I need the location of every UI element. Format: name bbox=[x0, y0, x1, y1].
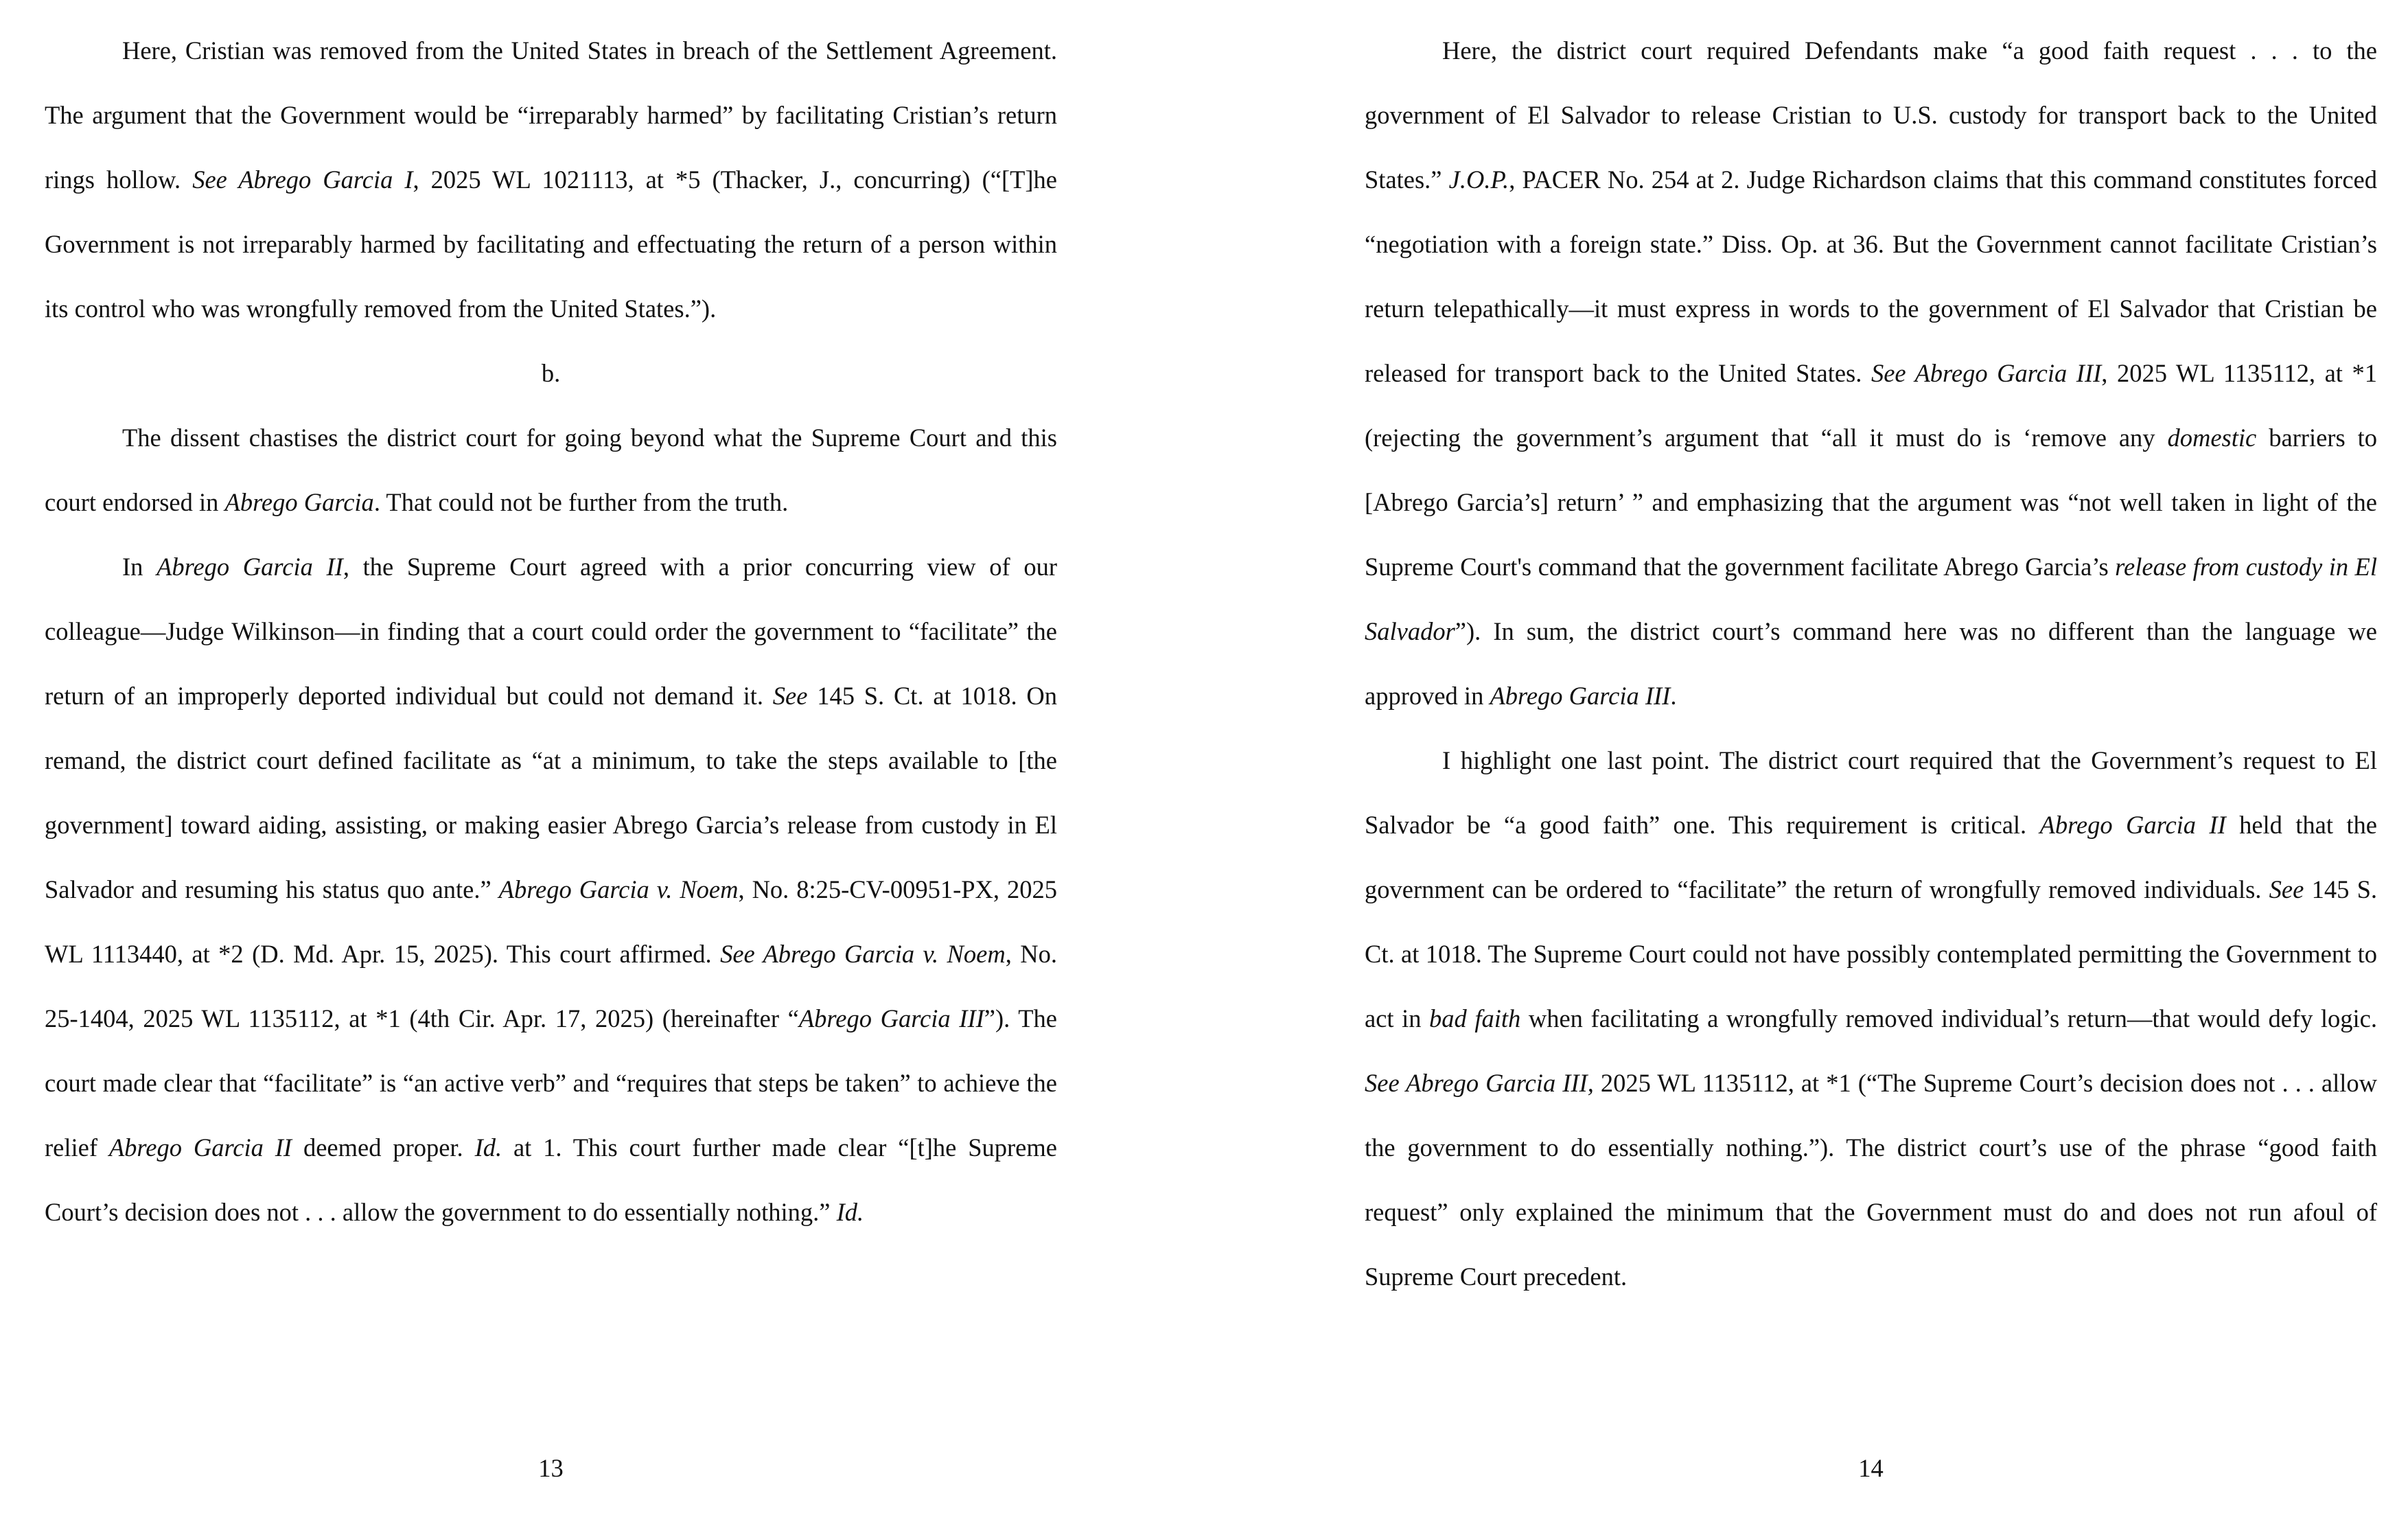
page-number: 13 bbox=[538, 1454, 564, 1482]
citation-italic: See Abrego Garcia III bbox=[1871, 359, 2102, 387]
case-name-italic: Abrego Garcia III bbox=[798, 1004, 984, 1032]
paragraph-abrego-garcia-ii: In Abrego Garcia II, the Supreme Court agreed with a prior concurring view of our colleague—Judge Wilkinson—in finding that a court could order the government to “facilitate” the return of an improperly deported individual but could not demand it. See 145 S. Ct. at 1018. On remand, the district court defined facilitate as “at a minimum, to take the steps available to [the government] toward aiding, assisting, or making easier Abrego Garcia’s release from custody in El Salvador and resuming his status quo ante.” Abrego Garcia v. Noem, No. 8:25-CV-00951-PX, 2025 WL 1113440, at *2 (D. Md. Apr. 15, 2025). This court affirmed. See Abrego Garcia v. Noem, No. 25-1404, 2025 WL 1135112, at *1 (4th Cir. Apr. 17, 2025) (hereinafter “Abrego Garcia III”). The court made clear that “facilitate” is “an active verb” and “requires that steps be taken” to achieve the relief Abrego Garcia II deemed proper. Id. at 1. This court further made clear “[t]he Supreme Court’s decision does not . . . allow the government to do essentially nothing.” Id. bbox=[45, 553, 1058, 1226]
case-name-italic: Abrego Garcia II bbox=[108, 1133, 292, 1162]
emphasis-italic: bad faith bbox=[1429, 1004, 1521, 1032]
case-name-italic: Abrego Garcia II bbox=[157, 553, 343, 581]
paragraph-last-point: I highlight one last point. The district court required that the Government’s request to El Salvador be “a good faith” one. This requirement is critical. Abrego Garcia II held that the government can be ordered to “facilitate” the return of wrongfully removed individuals. See 145 S. Ct. at 1018. The Supreme Court could not have possibly contemplated permitting the Government to act in bad faith when facilitating a wrongfully removed individual’s return—that would defy logic. See Abrego Garcia III, 2025 WL 1135112, at *1 (“The Supreme Court’s decision does not . . . allow the government to do essentially nothing.”). The district court’s use of the phrase “good faith request” only explained the minimum that the Government must do and does not run afoul of Supreme Court precedent. bbox=[1365, 746, 2377, 1291]
section-heading-b: b. bbox=[541, 359, 561, 387]
signal-id: Id. bbox=[474, 1133, 502, 1162]
citation-italic: See Abrego Garcia v. Noem bbox=[720, 940, 1006, 968]
paragraph-good-faith-request: Here, the district court required Defendants make “a good faith request . . . to the government of El Salvador to release Cristian to U.S. custody for transport back to the United States.” J.O.P., PACER No. 254 at 2. Judge Richardson claims that this command constitutes forced “negotiation with a foreign state.” Diss. Op. at 36. But the Government cannot facilitate Cristian’s return telepathically—it must express in words to the government of El Salvador that Cristian be released for transport back to the United States. See Abrego Garcia III, 2025 WL 1135112, at *1 (rejecting the government’s argument that “all it must do is ‘remove any domestic barriers to [Abrego Garcia’s] return’ ” and emphasizing that the argument was “not well taken in light of the Supreme Court's command that the government facilitate Abrego Garcia’s release from custody in El Salvador”). In sum, the district court’s command here was no different than the language we approved in Abrego Garcia III. bbox=[1365, 36, 2377, 710]
emphasis-italic: release from custody in El Salvador bbox=[1365, 553, 2377, 645]
case-name-italic: J.O.P. bbox=[1448, 165, 1509, 194]
page-number: 14 bbox=[1858, 1454, 1884, 1482]
case-name-italic: Abrego Garcia III bbox=[1490, 682, 1671, 710]
paragraph-irreparable-harm: Here, Cristian was removed from the United States in breach of the Settlement Agreement. The argument that the Government would be “irreparably harmed” by facilitating Cristian’s return rings hollow. See Abrego Garcia I, 2025 WL 1021113, at *5 (Thacker, J., concurring) (“[T]he Government is not irreparably harmed by facilitating and effectuating the return of a person within its control who was wrongfully removed from the United States.”). bbox=[45, 36, 1058, 323]
signal-see: See bbox=[2269, 875, 2304, 903]
citation-italic: See Abrego Garcia III, bbox=[1365, 1069, 1594, 1097]
case-name-italic: Abrego Garcia bbox=[224, 488, 374, 516]
case-name-italic: Abrego Garcia v. Noem bbox=[498, 875, 739, 903]
page-14 bbox=[1365, 37, 2377, 1486]
signal-id: Id. bbox=[836, 1198, 864, 1226]
page-13 bbox=[45, 37, 1057, 1486]
emphasis-italic: domestic bbox=[2167, 424, 2257, 452]
citation-abrego-garcia-i: See Abrego Garcia I bbox=[192, 165, 413, 194]
paragraph-dissent: The dissent chastises the district court for going beyond what the Supreme Court and this court endorsed in Abrego Garcia. That could not be further from the truth. bbox=[45, 424, 1057, 516]
signal-see: See bbox=[772, 682, 808, 710]
case-name-italic: Abrego Garcia II bbox=[2039, 811, 2226, 839]
